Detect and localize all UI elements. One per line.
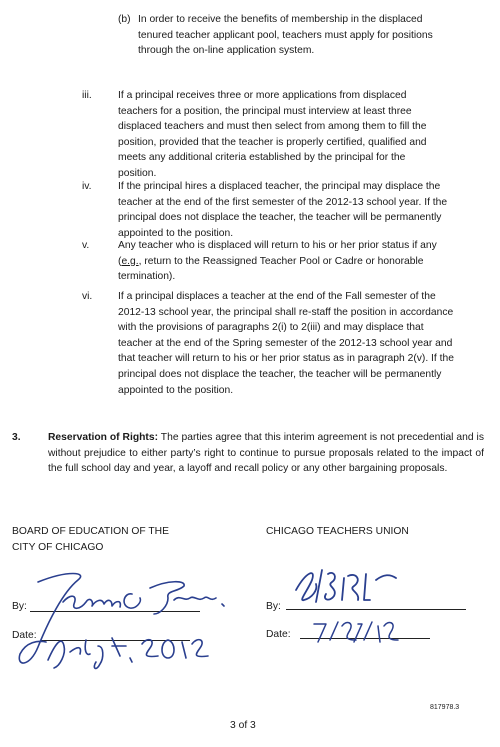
item-b-text: In order to receive the benefits of membership in the displaced tenured teacher applicant pool, teachers must apply for positions through the on-line application system. (138, 14, 433, 57)
item-iv-marker: iv. (82, 181, 92, 192)
item-iii-marker: iii. (82, 90, 92, 101)
section3-number: 3. (12, 432, 21, 443)
left-date-label: Date: (12, 630, 37, 641)
section3-paragraph (48, 430, 484, 477)
section3-text: The parties agree that this interim agreement is not precedential and is without prejudice to either party’s right to continue to pursue proposals related to the impact of the full school day and year, a layoff and recall policy or any other bargaining proposals. (48, 432, 484, 475)
item-vi-text: If a principal displaces a teacher at the end of the Fall semester of the 2012-13 school year, the principal shall re-staff the position in accordance with the provisions of paragraphs 2(i) to 2(iii) and may displace that teacher at the end of the Spring semester of the 2012-13 school year and that teacher will return to his or her prior status as in paragraph 2(v). If the principal does not displace the teacher, the teacher will be permanently appointed to the position. (118, 291, 454, 396)
right-date-label: Date: (266, 629, 291, 640)
left-by-line (30, 611, 200, 612)
left-date-line (40, 640, 190, 641)
item-v-text-before: Any teacher who is displaced will return to his or her prior status if any ( (118, 240, 437, 267)
item-vi-marker: vi. (82, 291, 93, 302)
page-number: 3 of 3 (230, 720, 256, 731)
right-by-line (286, 609, 466, 610)
left-org-line1: BOARD OF EDUCATION OF THE (12, 526, 169, 537)
item-v-eg: e.g. (121, 255, 139, 267)
item-b-marker: (b) (118, 14, 131, 25)
right-signature-drawing (286, 560, 426, 650)
section3-heading: Reservation of Rights: (48, 432, 159, 443)
item-v-text (118, 238, 438, 285)
right-org-line1: CHICAGO TEACHERS UNION (266, 526, 409, 537)
left-by-label: By: (12, 601, 27, 612)
left-org-line2: CITY OF CHICAGO (12, 542, 104, 553)
item-iv-text: If the principal hires a displaced teacher, the principal may displace the teacher at the end of the first semester of the 2012-13 school year. If the principal does not displace the teacher, the teacher will be permanently appointed to the position. (118, 181, 448, 239)
item-iii-text: If a principal receives three or more applications from displaced teachers for a position, the principal must interview at least three displaced teachers and must then select from among them to fill the position, provided that the teacher is properly certified, qualified and meets any additional criteria established by the principal for the position. (118, 90, 427, 179)
right-by-label: By: (266, 601, 281, 612)
right-date-line (300, 638, 430, 639)
left-signature-drawing (8, 562, 238, 682)
item-v-text-after: , return to the Reassigned Teacher Pool or Cadre or honorable termination). (118, 255, 424, 283)
doc-number: 817978.3 (430, 704, 460, 711)
item-v-marker: v. (82, 240, 90, 251)
